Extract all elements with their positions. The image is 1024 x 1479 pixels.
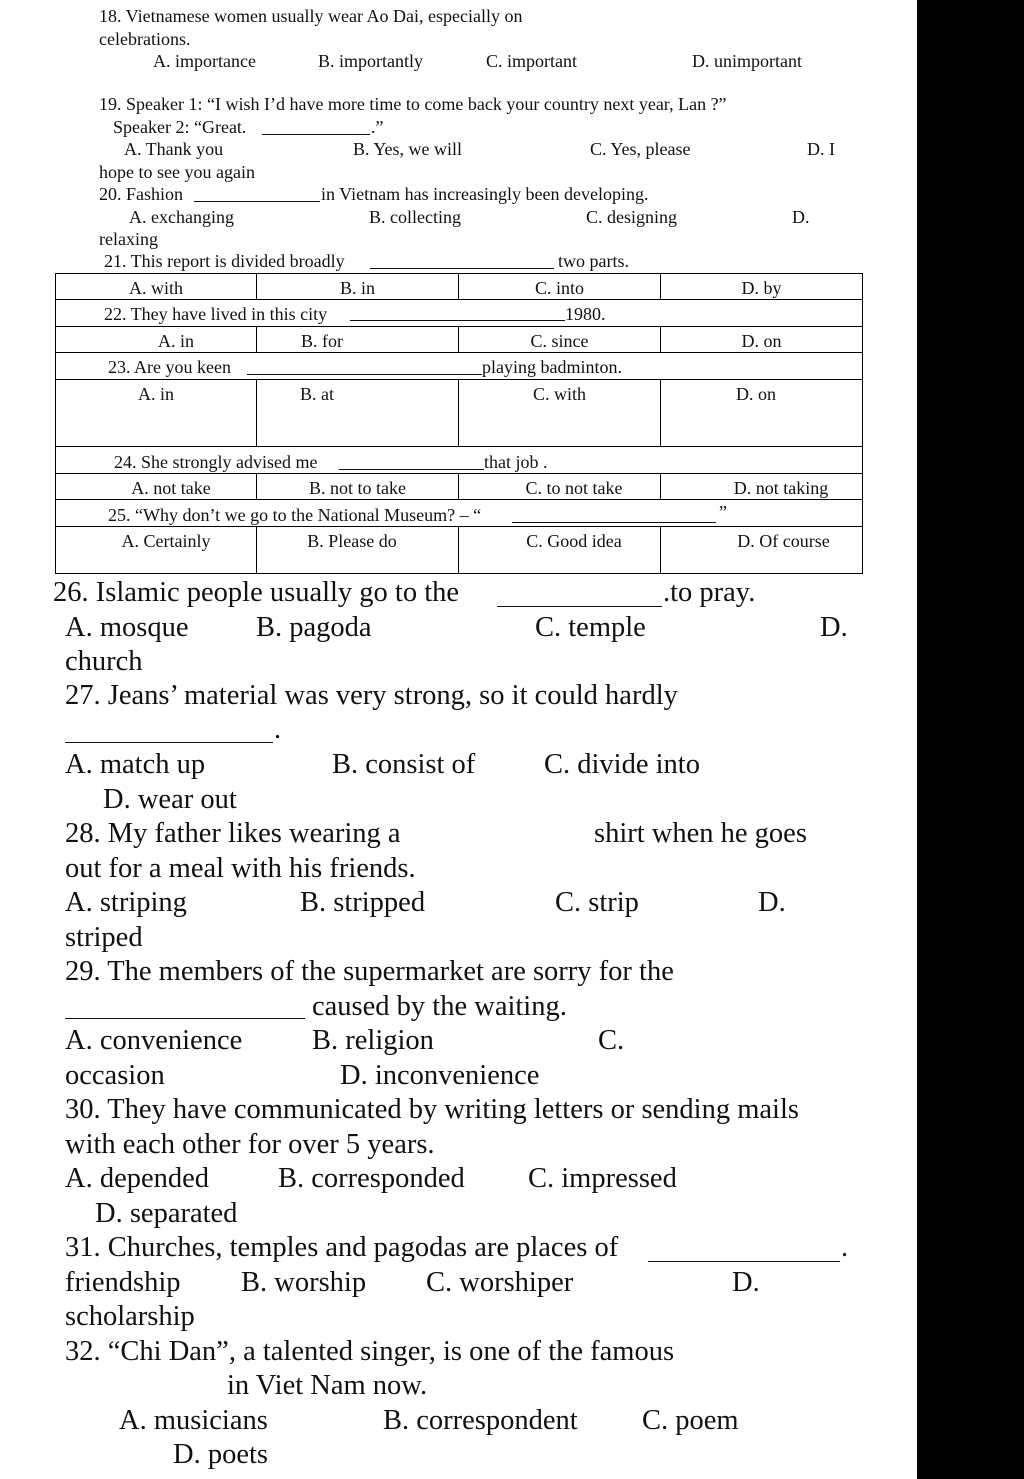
option-c: C. to not take: [525, 478, 623, 498]
option-c: C. poem: [642, 1405, 739, 1436]
option-d: D. inconvenience: [340, 1060, 540, 1091]
option-a: A. Thank you: [124, 139, 224, 159]
question-25-stem: 25. “Why don’t we go to the National Museum? – “: [108, 505, 482, 525]
question-stem-continued: celebrations.: [99, 29, 191, 49]
option-b: B. at: [300, 384, 334, 404]
option-a: A. striping: [65, 887, 187, 918]
table-rule: [55, 299, 863, 300]
question-stem-end: .: [841, 1232, 849, 1263]
option-c: C. Good idea: [526, 531, 622, 551]
option-b: B. stripped: [300, 887, 426, 918]
question-stem-end: .to pray.: [663, 577, 756, 608]
option-c: C. worshiper: [426, 1267, 574, 1298]
table-rule: [55, 526, 863, 527]
option-b: B. in: [339, 278, 375, 298]
table-rule: [55, 573, 863, 574]
question-stem: 29. The members of the supermarket are sorry for the: [65, 956, 674, 987]
answer-blank: [512, 522, 716, 523]
option-d-continued: scholarship: [65, 1301, 195, 1332]
option-a: A. in: [158, 331, 194, 351]
option-d: D. on: [736, 384, 776, 404]
option-d: D. Of course: [737, 531, 830, 551]
option-a: A. not take: [131, 478, 211, 498]
option-a: A. importance: [153, 51, 256, 71]
option-c-continued: occasion: [65, 1060, 165, 1091]
question-24-stem-end: that job .: [484, 452, 548, 472]
answer-blank: [65, 1018, 305, 1019]
option-b: B. correspondent: [383, 1405, 578, 1436]
question-stem-end: .”: [371, 117, 384, 137]
answer-blank: [194, 201, 320, 202]
option-d: D. separated: [95, 1198, 238, 1229]
option-d-continued: striped: [65, 922, 143, 953]
option-d-continued: hope to see you again: [99, 162, 255, 182]
option-b: B. importantly: [318, 51, 423, 71]
option-d: D. wear out: [103, 784, 237, 815]
question-23-stem-end: playing badminton.: [482, 357, 622, 377]
question-stem: 27. Jeans’ material was very strong, so it could hardly: [65, 680, 678, 711]
option-b: B. collecting: [369, 207, 461, 227]
option-d: D.: [758, 887, 786, 918]
option-d-continued: relaxing: [99, 229, 158, 249]
option-d: D.: [792, 207, 810, 227]
table-border: [862, 273, 863, 574]
question-stem: 26. Islamic people usually go to the: [53, 577, 460, 608]
answer-blank: [648, 1261, 840, 1262]
option-b: B. Yes, we will: [353, 139, 463, 159]
option-b: B. worship: [241, 1267, 367, 1298]
option-c: C. important: [486, 51, 577, 71]
option-a: friendship: [65, 1267, 181, 1298]
option-a: A. with: [129, 278, 183, 298]
table-rule: [55, 273, 863, 274]
option-c: C. impressed: [528, 1163, 677, 1194]
question-21-stem-end: two parts.: [558, 251, 629, 271]
option-a: A. exchanging: [129, 207, 234, 227]
table-rule: [55, 352, 863, 353]
table-rule: [55, 326, 863, 327]
option-a: A. depended: [65, 1163, 210, 1194]
option-c: C. strip: [555, 887, 639, 918]
option-a: A. match up: [65, 749, 206, 780]
question-stem: 20. Fashion: [99, 184, 184, 204]
option-b: B. Please do: [307, 531, 397, 551]
question-stem: 18. Vietnamese women usually wear Ao Dai, especially on: [99, 6, 523, 26]
option-b: B. for: [301, 331, 343, 351]
option-a: A. musicians: [119, 1405, 268, 1436]
option-b: B. not to take: [309, 478, 406, 498]
answer-blank: [262, 134, 370, 135]
question-stem: 19. Speaker 1: “I wish I’d have more time to come back your country next year, Lan ?”: [99, 94, 727, 114]
option-a: A. mosque: [65, 612, 189, 643]
option-b: B. corresponded: [278, 1163, 465, 1194]
option-c: C. designing: [586, 207, 678, 227]
option-c: C. divide into: [544, 749, 700, 780]
question-23-stem: 23. Are you keen: [108, 357, 231, 377]
table-rule: [55, 499, 863, 500]
option-d: D.: [732, 1267, 760, 1298]
option-c: C. into: [534, 278, 584, 298]
option-d: D.: [820, 612, 848, 643]
question-22-stem-end: 1980.: [565, 304, 606, 324]
question-stem-end: in Vietnam has increasingly been developing.: [321, 184, 649, 204]
question-stem: 32. “Chi Dan”, a talented singer, is one of the famous: [65, 1336, 675, 1367]
question-22-stem: 22. They have lived in this city: [104, 304, 328, 324]
option-c: C. temple: [535, 612, 646, 643]
question-24-stem: 24. She strongly advised me: [114, 452, 318, 472]
question-stem-end: .: [274, 714, 282, 745]
option-d: D. not taking: [733, 478, 829, 498]
question-stem: 28. My father likes wearing a: [65, 818, 401, 849]
option-d: D. by: [741, 278, 782, 298]
answer-blank: [497, 606, 662, 607]
question-stem-end: caused by the waiting.: [312, 991, 567, 1022]
option-d: D. I: [807, 139, 835, 159]
option-a: A. in: [138, 384, 174, 404]
answer-blank: [370, 268, 554, 269]
option-d: D. unimportant: [692, 51, 802, 71]
question-stem-end: shirt when he goes: [594, 818, 807, 849]
question-stem-continued: out for a meal with his friends.: [65, 853, 416, 884]
option-a: A. convenience: [65, 1025, 243, 1056]
table-border: [55, 273, 56, 574]
question-stem-continued: Speaker 2: “Great.: [113, 117, 247, 137]
question-21-stem: 21. This report is divided broadly: [104, 251, 345, 271]
table-rule: [55, 446, 863, 447]
option-d-continued: church: [65, 646, 143, 677]
answer-blank: [339, 469, 484, 470]
question-25-stem-end: ”: [719, 502, 727, 522]
option-d: D. on: [741, 331, 782, 351]
question-stem-continued: in Viet Nam now.: [227, 1370, 428, 1401]
answer-blank: [350, 320, 565, 321]
option-b: B. religion: [312, 1025, 434, 1056]
answer-blank: [65, 742, 273, 743]
question-stem: 31. Churches, temples and pagodas are places of: [65, 1232, 619, 1263]
option-c: C. with: [532, 384, 586, 404]
option-c: C. since: [530, 331, 589, 351]
option-c: C.: [598, 1025, 625, 1056]
option-b: B. pagoda: [256, 612, 372, 643]
table-rule: [55, 473, 863, 474]
option-c: C. Yes, please: [590, 139, 691, 159]
right-black-margin: [917, 0, 1024, 1479]
option-b: B. consist of: [332, 749, 476, 780]
table-rule: [55, 379, 863, 380]
answer-blank: [247, 374, 482, 375]
question-stem: 30. They have communicated by writing letters or sending mails: [65, 1094, 799, 1125]
question-stem-continued: with each other for over 5 years.: [65, 1129, 435, 1160]
option-a: A. Certainly: [121, 531, 211, 551]
option-d: D. poets: [173, 1439, 268, 1470]
